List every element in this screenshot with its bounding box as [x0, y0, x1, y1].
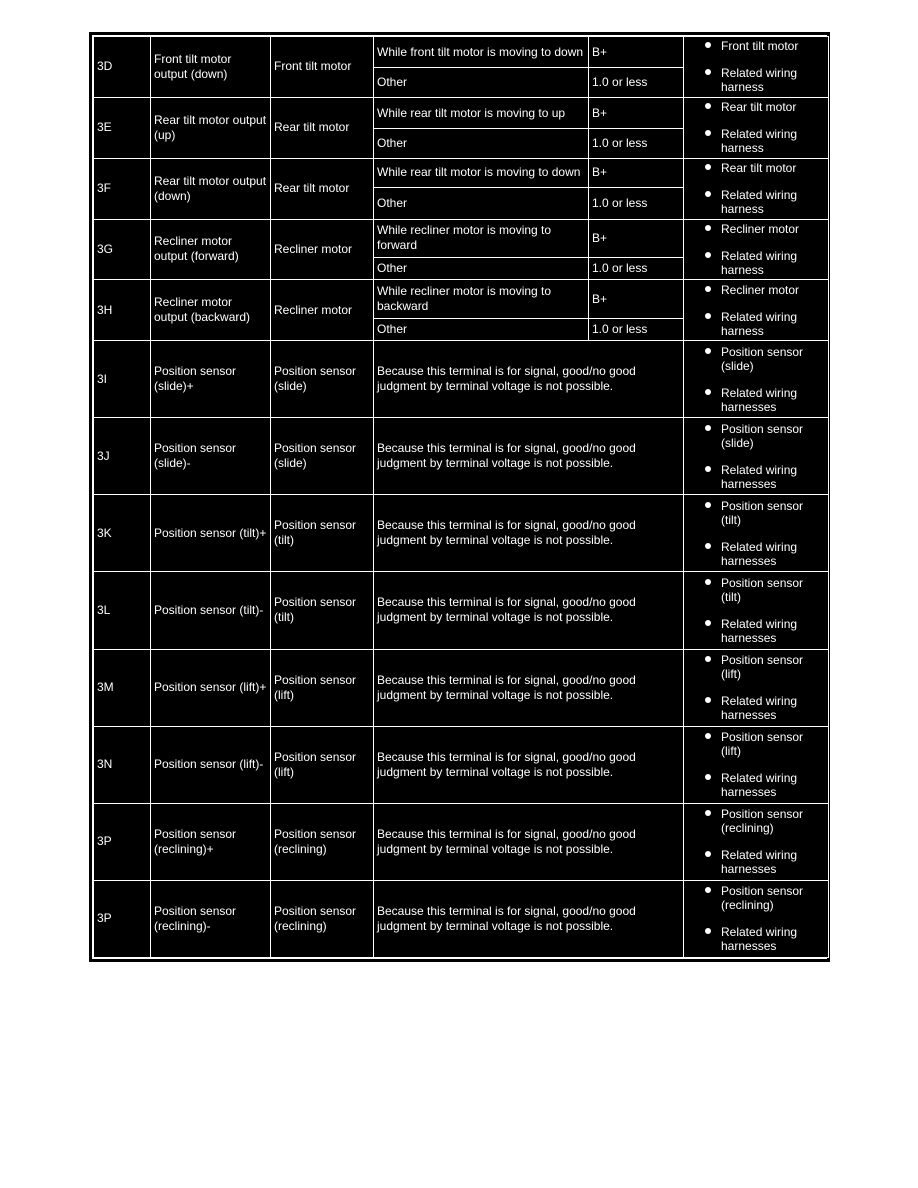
- check-items-cell: [684, 158, 829, 219]
- signal-note: Because this terminal is for signal, good/no good judgment by terminal voltage is not possible.: [374, 649, 684, 726]
- check-items-cell: [684, 418, 829, 495]
- bullet-icon: [705, 656, 711, 662]
- signal-note: Because this terminal is for signal, good/no good judgment by terminal voltage is not possible.: [374, 880, 684, 957]
- check-items-list: [687, 422, 825, 491]
- bullet-icon: [705, 42, 711, 48]
- check-item-text: Related wiring harnesses: [721, 616, 798, 645]
- bullet-icon: [705, 103, 711, 109]
- connected-to: Position sensor (reclining): [271, 803, 374, 880]
- check-items-cell: [684, 495, 829, 572]
- connected-to: Position sensor (lift): [271, 726, 374, 803]
- terminal-table-body: [94, 37, 829, 958]
- bullet-icon: [705, 620, 711, 626]
- signal-note: Because this terminal is for signal, good/no good judgment by terminal voltage is not possible.: [374, 495, 684, 572]
- terminal-description: Position sensor (lift)-: [151, 726, 271, 803]
- check-item-text: Related wiring harnesses: [721, 539, 798, 568]
- bullet-icon: [705, 69, 711, 75]
- bullet-icon: [705, 252, 711, 258]
- check-items-cell: [684, 280, 829, 341]
- check-items-list: [687, 345, 825, 414]
- check-item-text: Rear tilt motor: [721, 100, 797, 115]
- terminal-description: Position sensor (reclining)+: [151, 803, 271, 880]
- standard-value: B+: [589, 219, 684, 258]
- check-item: [687, 249, 825, 277]
- terminal-description: Position sensor (slide)+: [151, 341, 271, 418]
- condition: While recliner motor is moving to backward: [374, 280, 589, 319]
- terminal-description: Front tilt motor output (down): [151, 37, 271, 98]
- terminal-description: Recliner motor output (backward): [151, 280, 271, 341]
- connected-to: Position sensor (tilt): [271, 495, 374, 572]
- check-items-cell: [684, 649, 829, 726]
- connected-to: Position sensor (slide): [271, 341, 374, 418]
- check-item: [687, 730, 825, 758]
- table-row: [94, 37, 829, 68]
- check-item: [687, 540, 825, 568]
- condition: Other: [374, 318, 589, 340]
- connected-to: Recliner motor: [271, 280, 374, 341]
- check-item-text: Related wiring harnesses: [721, 385, 798, 414]
- connected-to: Recliner motor: [271, 219, 374, 280]
- check-items-list: [687, 161, 825, 216]
- bullet-icon: [705, 928, 711, 934]
- standard-value: B+: [589, 280, 684, 319]
- check-item-text: Related wiring harnesses: [721, 848, 798, 877]
- table-row: [94, 803, 829, 880]
- check-items-list: [687, 576, 825, 645]
- check-item: [687, 848, 825, 876]
- check-item-text: Related wiring harnesses: [721, 925, 798, 954]
- check-items-list: [687, 730, 825, 799]
- bullet-icon: [705, 697, 711, 703]
- check-item-text: Front tilt motor: [721, 39, 799, 54]
- check-item: [687, 807, 825, 835]
- terminal-description: Recliner motor output (forward): [151, 219, 271, 280]
- check-items-cell: [684, 341, 829, 418]
- connected-to: Rear tilt motor: [271, 158, 374, 219]
- check-item: [687, 653, 825, 681]
- bullet-icon: [705, 425, 711, 431]
- bullet-icon: [705, 466, 711, 472]
- check-item: [687, 100, 825, 114]
- check-items-list: [687, 222, 825, 277]
- signal-note: Because this terminal is for signal, good/no good judgment by terminal voltage is not possible.: [374, 803, 684, 880]
- check-item-text: Position sensor (tilt): [721, 575, 804, 604]
- check-items-list: [687, 499, 825, 568]
- bullet-icon: [705, 130, 711, 136]
- terminal-id: 3D: [94, 37, 151, 98]
- check-item-text: Related wiring harness: [721, 309, 798, 338]
- bullet-icon: [705, 225, 711, 231]
- table-row: [94, 280, 829, 319]
- check-item: [687, 283, 825, 297]
- standard-value: B+: [589, 97, 684, 128]
- terminal-description: Position sensor (tilt)+: [151, 495, 271, 572]
- condition: Other: [374, 188, 589, 219]
- table-row: [94, 880, 829, 957]
- check-item: [687, 161, 825, 175]
- check-item: [687, 617, 825, 645]
- terminal-description: Position sensor (tilt)-: [151, 572, 271, 649]
- check-item-text: Related wiring harnesses: [721, 694, 798, 723]
- check-item: [687, 771, 825, 799]
- check-items-cell: [684, 97, 829, 158]
- terminal-id: 3K: [94, 495, 151, 572]
- check-items-cell: [684, 572, 829, 649]
- bullet-icon: [705, 313, 711, 319]
- standard-value: B+: [589, 158, 684, 187]
- condition: Other: [374, 258, 589, 280]
- check-item: [687, 925, 825, 953]
- standard-value: 1.0 or less: [589, 318, 684, 340]
- terminal-id: 3P: [94, 880, 151, 957]
- table-row: [94, 726, 829, 803]
- bullet-icon: [705, 810, 711, 816]
- connected-to: Front tilt motor: [271, 37, 374, 98]
- signal-note: Because this terminal is for signal, good/no good judgment by terminal voltage is not possible.: [374, 726, 684, 803]
- standard-value: 1.0 or less: [589, 258, 684, 280]
- check-item-text: Recliner motor: [721, 282, 800, 297]
- connected-to: Position sensor (tilt): [271, 572, 374, 649]
- condition: While recliner motor is moving to forward: [374, 219, 589, 258]
- check-item-text: Position sensor (reclining): [721, 807, 804, 836]
- check-item-text: Position sensor (slide): [721, 344, 804, 373]
- check-item-text: Position sensor (tilt): [721, 498, 804, 527]
- condition: While rear tilt motor is moving to up: [374, 97, 589, 128]
- check-items-cell: [684, 880, 829, 957]
- condition: While rear tilt motor is moving to down: [374, 158, 589, 187]
- bullet-icon: [705, 579, 711, 585]
- check-item: [687, 310, 825, 338]
- terminal-description: Position sensor (reclining)-: [151, 880, 271, 957]
- bullet-icon: [705, 733, 711, 739]
- check-item: [687, 576, 825, 604]
- check-item: [687, 345, 825, 373]
- condition: Other: [374, 68, 589, 97]
- check-items-list: [687, 39, 825, 94]
- check-items-list: [687, 100, 825, 155]
- terminal-id: 3J: [94, 418, 151, 495]
- bullet-icon: [705, 348, 711, 354]
- terminal-id: 3P: [94, 803, 151, 880]
- check-item-text: Position sensor (reclining): [721, 884, 804, 913]
- standard-value: 1.0 or less: [589, 68, 684, 97]
- condition: While front tilt motor is moving to down: [374, 37, 589, 68]
- check-items-cell: [684, 37, 829, 98]
- check-item-text: Related wiring harness: [721, 127, 798, 156]
- check-item: [687, 884, 825, 912]
- terminal-description: Rear tilt motor output (down): [151, 158, 271, 219]
- check-item-text: Related wiring harness: [721, 248, 798, 277]
- terminal-id: 3H: [94, 280, 151, 341]
- bullet-icon: [705, 502, 711, 508]
- check-items-cell: [684, 726, 829, 803]
- terminal-description: Position sensor (slide)-: [151, 418, 271, 495]
- check-item-text: Related wiring harness: [721, 188, 798, 217]
- terminal-id: 3M: [94, 649, 151, 726]
- check-item-text: Related wiring harness: [721, 66, 798, 95]
- bullet-icon: [705, 887, 711, 893]
- condition: Other: [374, 129, 589, 158]
- check-item: [687, 127, 825, 155]
- signal-note: Because this terminal is for signal, good/no good judgment by terminal voltage is not possible.: [374, 572, 684, 649]
- check-items-list: [687, 283, 825, 338]
- check-item-text: Rear tilt motor: [721, 161, 797, 176]
- table-row: [94, 418, 829, 495]
- bullet-icon: [705, 191, 711, 197]
- terminal-id: 3I: [94, 341, 151, 418]
- connected-to: Position sensor (slide): [271, 418, 374, 495]
- table-row: [94, 572, 829, 649]
- table-row: [94, 341, 829, 418]
- terminal-description: Position sensor (lift)+: [151, 649, 271, 726]
- bullet-icon: [705, 286, 711, 292]
- signal-note: Because this terminal is for signal, good/no good judgment by terminal voltage is not possible.: [374, 341, 684, 418]
- check-items-list: [687, 884, 825, 953]
- connected-to: Position sensor (reclining): [271, 880, 374, 957]
- check-item-text: Related wiring harnesses: [721, 462, 798, 491]
- check-items-cell: [684, 803, 829, 880]
- connected-to: Rear tilt motor: [271, 97, 374, 158]
- table-row: [94, 495, 829, 572]
- table-row: [94, 158, 829, 187]
- standard-value: 1.0 or less: [589, 129, 684, 158]
- terminal-id: 3E: [94, 97, 151, 158]
- check-item: [687, 188, 825, 216]
- terminal-table-frame: [89, 32, 830, 962]
- check-items-cell: [684, 219, 829, 280]
- bullet-icon: [705, 851, 711, 857]
- standard-value: 1.0 or less: [589, 188, 684, 219]
- bullet-icon: [705, 774, 711, 780]
- standard-value: B+: [589, 37, 684, 68]
- check-item: [687, 694, 825, 722]
- bullet-icon: [705, 164, 711, 170]
- terminal-table-inner-border: [92, 35, 827, 959]
- terminal-id: 3N: [94, 726, 151, 803]
- check-item: [687, 422, 825, 450]
- check-items-list: [687, 653, 825, 722]
- terminal-description: Rear tilt motor output (up): [151, 97, 271, 158]
- signal-note: Because this terminal is for signal, good/no good judgment by terminal voltage is not possible.: [374, 418, 684, 495]
- check-item: [687, 386, 825, 414]
- table-row: [94, 97, 829, 128]
- bullet-icon: [705, 543, 711, 549]
- bullet-icon: [705, 389, 711, 395]
- check-items-list: [687, 807, 825, 876]
- check-item: [687, 222, 825, 236]
- terminal-id: 3G: [94, 219, 151, 280]
- connected-to: Position sensor (lift): [271, 649, 374, 726]
- terminal-table: [93, 36, 829, 958]
- terminal-id: 3L: [94, 572, 151, 649]
- table-row: [94, 649, 829, 726]
- check-item: [687, 463, 825, 491]
- check-item-text: Position sensor (slide): [721, 421, 804, 450]
- check-item: [687, 66, 825, 94]
- check-item: [687, 499, 825, 527]
- check-item-text: Related wiring harnesses: [721, 771, 798, 800]
- check-item-text: Recliner motor: [721, 221, 800, 236]
- terminal-id: 3F: [94, 158, 151, 219]
- check-item: [687, 39, 825, 53]
- check-item-text: Position sensor (lift): [721, 730, 804, 759]
- check-item-text: Position sensor (lift): [721, 653, 804, 682]
- table-row: [94, 219, 829, 258]
